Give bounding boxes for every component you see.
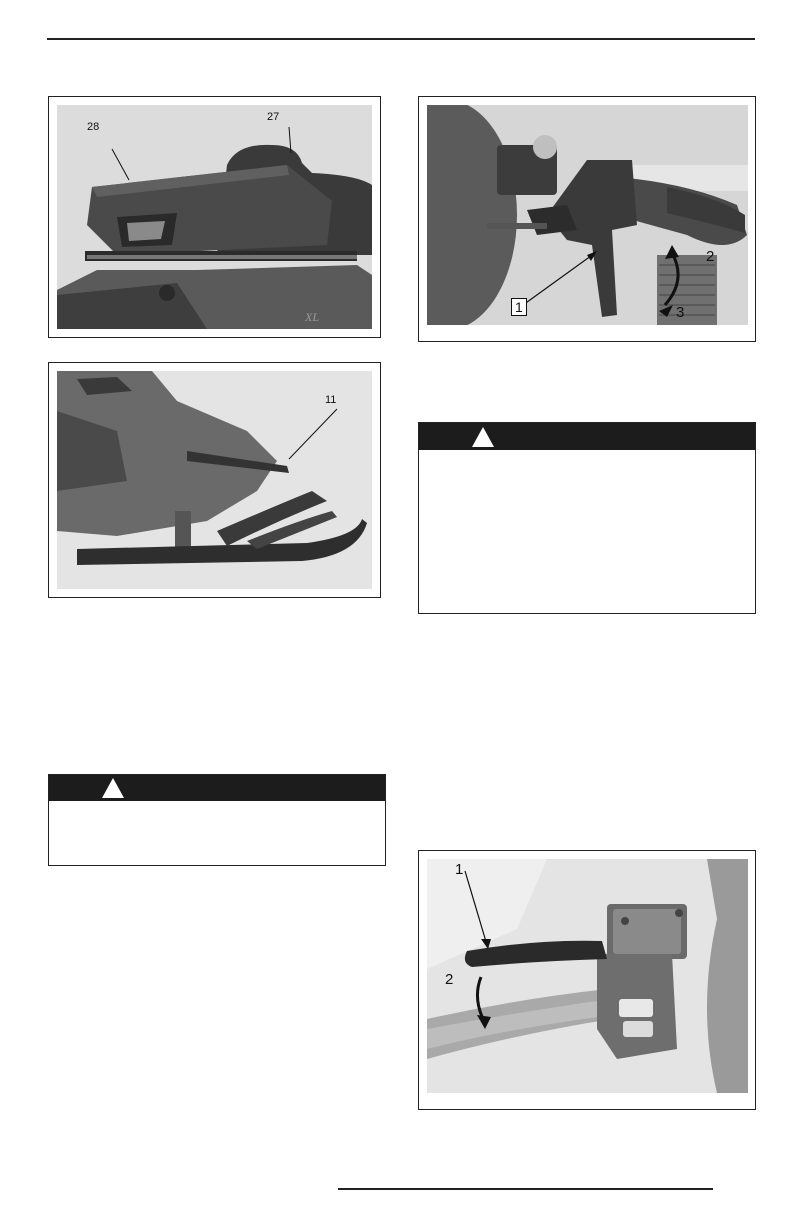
callout-3: 3 <box>676 304 685 321</box>
callout-1: 1 <box>511 298 527 316</box>
warning-box-left <box>48 774 386 866</box>
callout-1: 1 <box>455 861 464 878</box>
photo-brake-lever <box>427 859 748 1093</box>
figure-front-ski <box>48 362 381 598</box>
figure-rear-storage <box>48 96 381 338</box>
callout-28: 28 <box>87 121 100 133</box>
warning-bar <box>49 775 385 801</box>
callout-11: 11 <box>325 394 337 406</box>
warning-triangle-icon <box>101 777 125 799</box>
footer-rule <box>338 1188 713 1190</box>
figure-throttle-lever <box>418 96 756 342</box>
photo-rear-storage <box>57 105 372 329</box>
warning-box-right <box>418 422 756 614</box>
figure-brake-lever <box>418 850 756 1110</box>
warning-bar <box>419 423 755 450</box>
callout-27: 27 <box>267 111 280 123</box>
header-rule <box>47 38 755 40</box>
decal-text: XL <box>305 310 320 324</box>
warning-triangle-icon <box>471 426 495 448</box>
callout-2: 2 <box>706 248 715 265</box>
photo-throttle-lever <box>427 105 748 325</box>
callout-2: 2 <box>445 971 454 988</box>
